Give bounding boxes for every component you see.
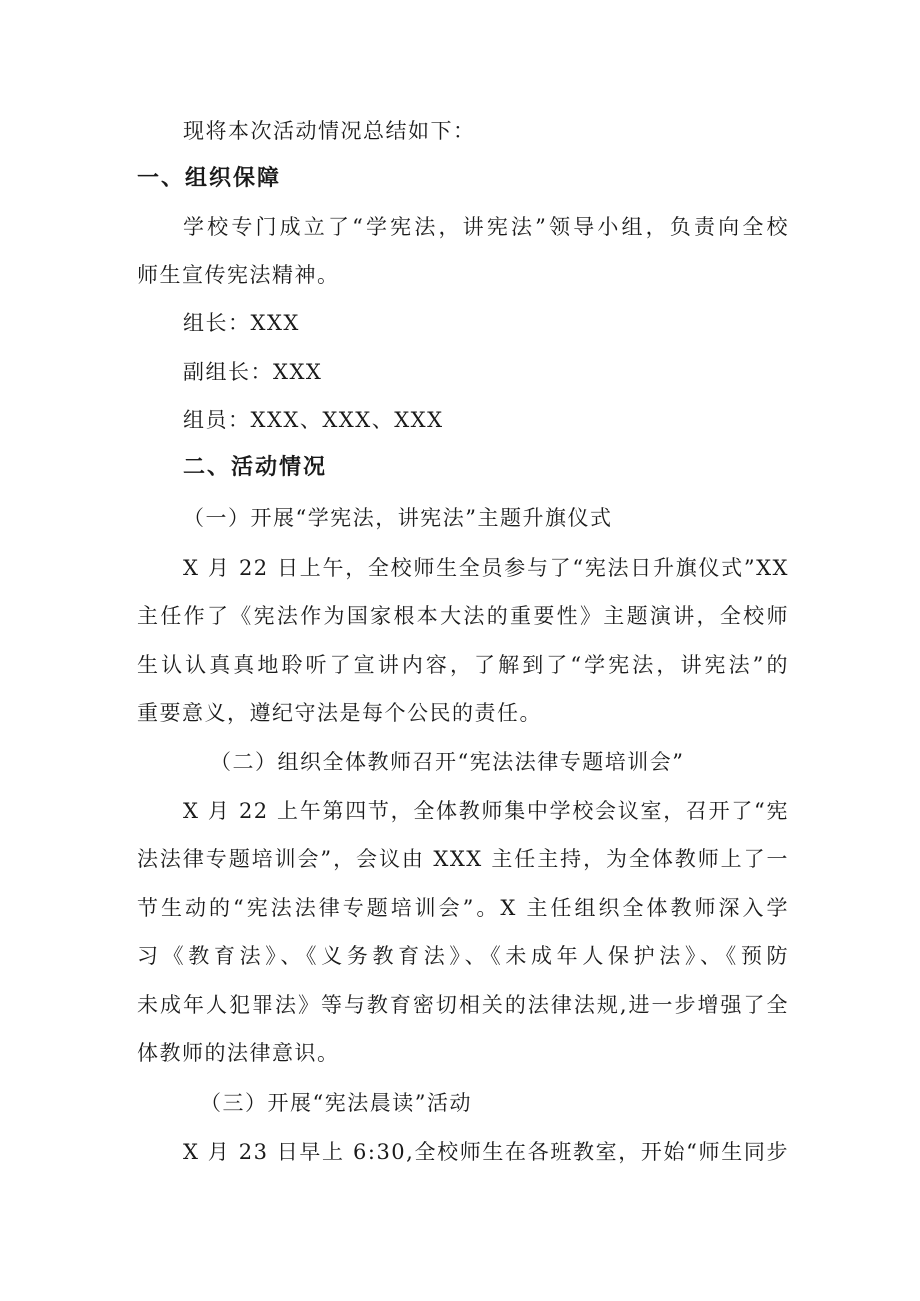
paragraph-line: X 月 22 日上午，全校师生全员参与了“宪法日升旗仪式”XX (183, 556, 789, 580)
paragraph-line: 主任作了《宪法作为国家根本大法的重要性》主题演讲，全校师 (137, 604, 789, 628)
subsection-title-flag-ceremony: （一）开展“学宪法，讲宪法”主题升旗仪式 (183, 506, 613, 530)
subsection-title-training: （二）组织全体教师召开“宪法法律专题培训会” (210, 750, 685, 774)
section-heading-activities: 二、活动情况 (183, 455, 328, 480)
paragraph-line: X 月 23 日早上 6:30,全校师生在各班教室，开始“师生同步 (183, 1140, 789, 1164)
paragraph-line: X 月 22 上午第四节，全体教师集中学校会议室，召开了“宪 (183, 799, 789, 823)
paragraph-line: 习《教育法》、《义务教育法》、《未成年人保护法》、《预防 (137, 944, 789, 968)
paragraph-line: 未成年人犯罪法》等与教育密切相关的法律法规,进一步增强了全 (137, 993, 789, 1017)
group-members: 组员：XXX、XXX、XXX (183, 408, 444, 432)
section-heading-organization: 一、组织保障 (137, 166, 282, 191)
subsection-title-morning-reading: （三）开展“宪法晨读”活动 (200, 1091, 472, 1115)
group-deputy-leader: 副组长：XXX (183, 360, 323, 384)
group-leader: 组长：XXX (183, 311, 300, 335)
paragraph-line: 重要意义，遵纪守法是每个公民的责任。 (137, 701, 542, 725)
paragraph-line: 法法律专题培训会”，会议由 XXX 主任主持，为全体教师上了一 (137, 847, 789, 871)
paragraph-line: 学校专门成立了“学宪法，讲宪法”领导小组，负责向全校 (183, 215, 789, 239)
paragraph-line: 体教师的法律意识。 (137, 1041, 340, 1065)
intro-paragraph: 现将本次活动情况总结如下： (183, 119, 476, 143)
paragraph-line: 生认认真真地聆听了宣讲内容，了解到了“学宪法，讲宪法”的 (137, 653, 789, 677)
paragraph-line: 节生动的“宪法法律专题培训会”。X 主任组织全体教师深入学 (137, 896, 789, 920)
paragraph-line: 师生宣传宪法精神。 (137, 263, 340, 287)
